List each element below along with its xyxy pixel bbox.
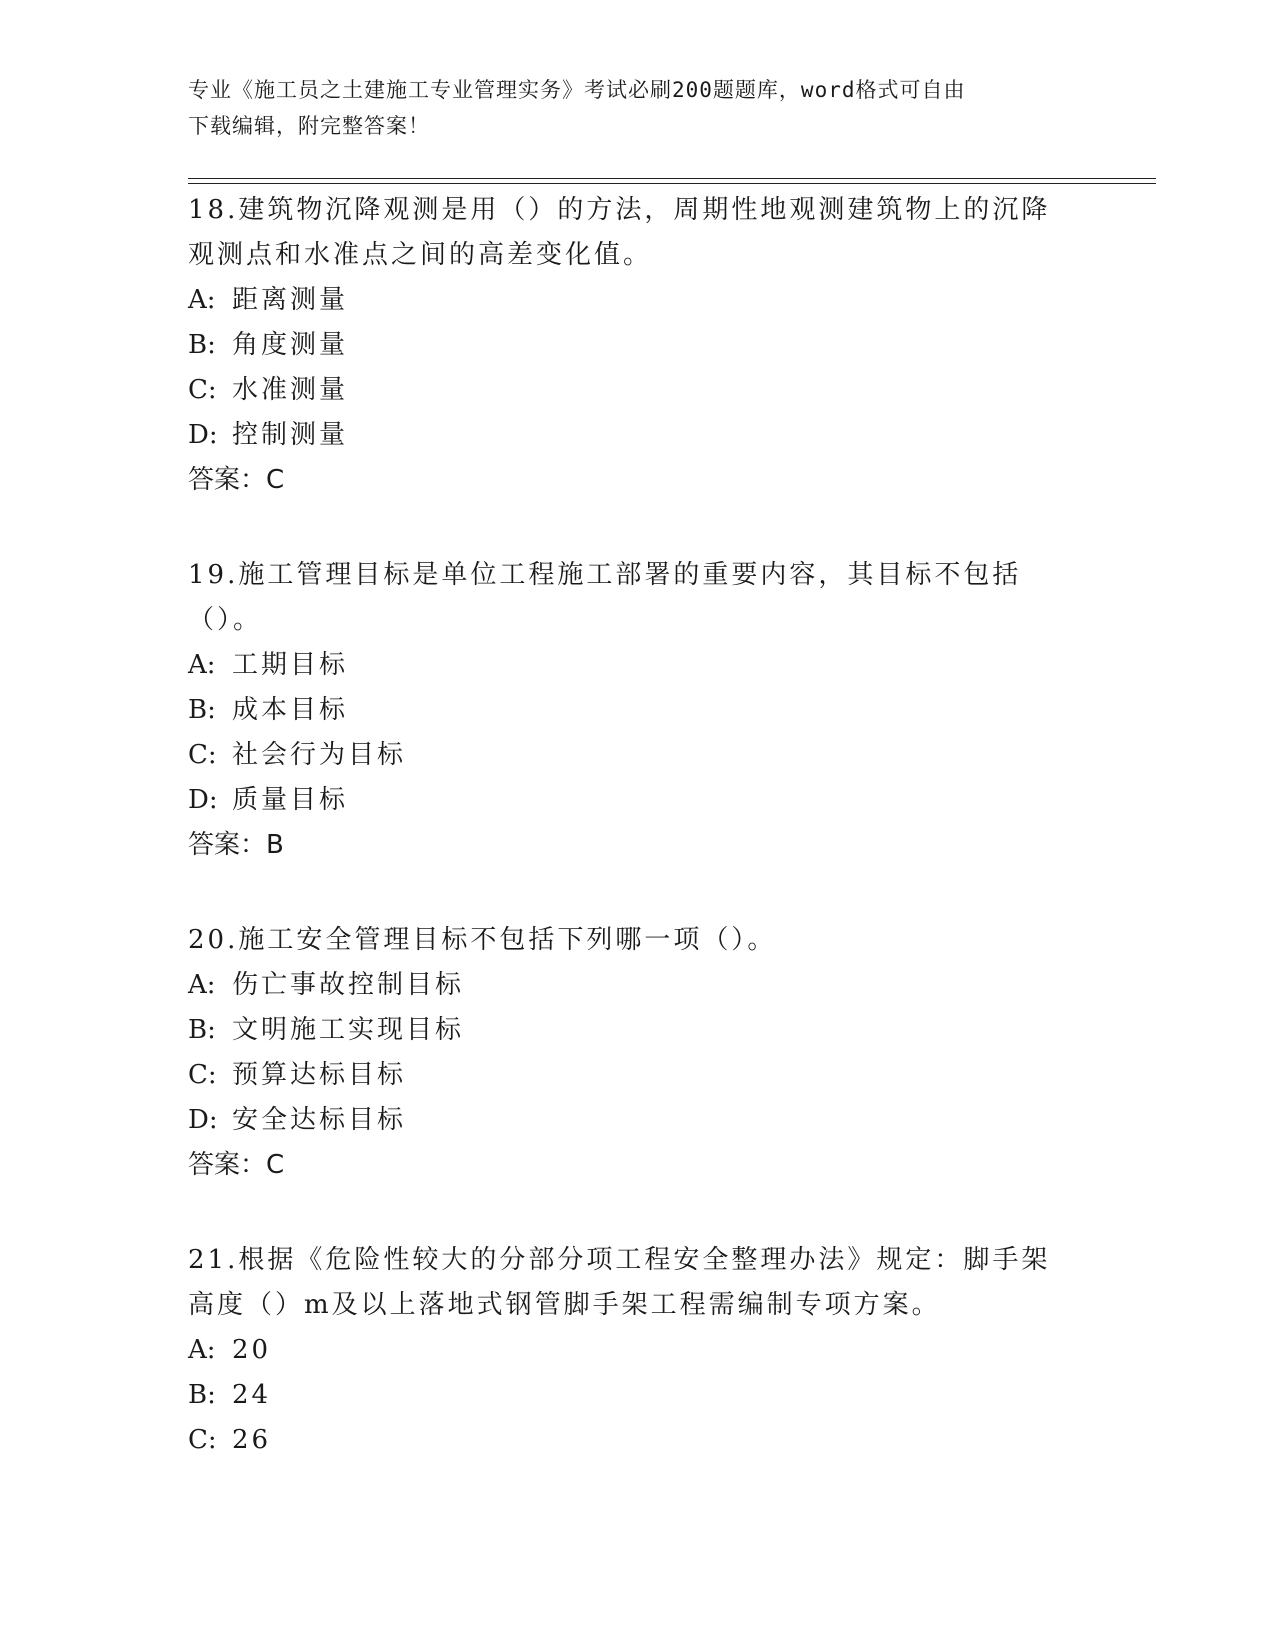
option-key: D:	[188, 785, 218, 815]
answer-line: 答案：C	[188, 1150, 285, 1180]
option-text: 质量目标	[232, 785, 349, 815]
option-text: 成本目标	[232, 695, 349, 725]
option-b	[188, 1373, 1078, 1418]
option-a	[188, 1328, 1078, 1373]
option-text: 控制测量	[232, 420, 349, 450]
option-a	[188, 643, 1078, 688]
header-line-1: 专业《施工员之土建施工专业管理实务》考试必刷200题题库，word格式可自由	[188, 78, 966, 102]
header-divider-top	[188, 178, 1156, 179]
option-key: B:	[188, 695, 216, 725]
option-text: 工期目标	[232, 650, 349, 680]
option-b	[188, 1008, 1078, 1053]
option-key: C:	[188, 375, 217, 405]
header-line-2: 下载编辑，附完整答案！	[188, 114, 430, 138]
option-text: 安全达标目标	[232, 1105, 407, 1135]
document-header	[188, 72, 1068, 144]
option-text: 26	[232, 1425, 272, 1455]
option-text: 20	[232, 1335, 272, 1365]
option-c	[188, 1053, 1078, 1098]
option-c	[188, 1418, 1078, 1463]
option-d	[188, 413, 1078, 458]
header-divider-bottom	[188, 183, 1156, 184]
question-text: 21.根据《危险性较大的分部分项工程安全整理办法》规定：脚手架高度（）m及以上落地式钢管脚手架工程需编制专项方案。	[188, 1245, 1051, 1320]
option-a	[188, 963, 1078, 1008]
question-text: 18.建筑物沉降观测是用（）的方法，周期性地观测建筑物上的沉降观测点和水准点之间的高差变化值。	[188, 195, 1051, 270]
option-text: 角度测量	[232, 330, 349, 360]
option-key: B:	[188, 1015, 216, 1045]
question-19	[188, 553, 1078, 868]
option-c	[188, 733, 1078, 778]
option-b	[188, 323, 1078, 368]
question-text: 20.施工安全管理目标不包括下列哪一项（）。	[188, 925, 777, 955]
option-text: 24	[232, 1380, 272, 1410]
question-20	[188, 918, 1078, 1188]
option-key: A:	[188, 1335, 216, 1365]
option-key: C:	[188, 740, 217, 770]
option-text: 预算达标目标	[232, 1060, 407, 1090]
option-a	[188, 278, 1078, 323]
option-key: A:	[188, 970, 216, 1000]
option-d	[188, 778, 1078, 823]
option-text: 文明施工实现目标	[232, 1015, 465, 1045]
option-key: D:	[188, 420, 218, 450]
answer-line: 答案：C	[188, 465, 285, 495]
option-d	[188, 1098, 1078, 1143]
question-text: 19.施工管理目标是单位工程施工部署的重要内容，其目标不包括（）。	[188, 560, 1022, 635]
option-key: A:	[188, 650, 216, 680]
option-key: B:	[188, 330, 216, 360]
option-key: D:	[188, 1105, 218, 1135]
question-18	[188, 188, 1078, 503]
answer-line: 答案：B	[188, 830, 284, 860]
option-c	[188, 368, 1078, 413]
option-key: B:	[188, 1380, 216, 1410]
option-key: C:	[188, 1425, 217, 1455]
option-text: 距离测量	[232, 285, 349, 315]
option-text: 伤亡事故控制目标	[232, 970, 465, 1000]
option-key: C:	[188, 1060, 217, 1090]
option-b	[188, 688, 1078, 733]
option-text: 水准测量	[232, 375, 349, 405]
option-text: 社会行为目标	[232, 740, 407, 770]
option-key: A:	[188, 285, 216, 315]
question-21	[188, 1238, 1078, 1463]
